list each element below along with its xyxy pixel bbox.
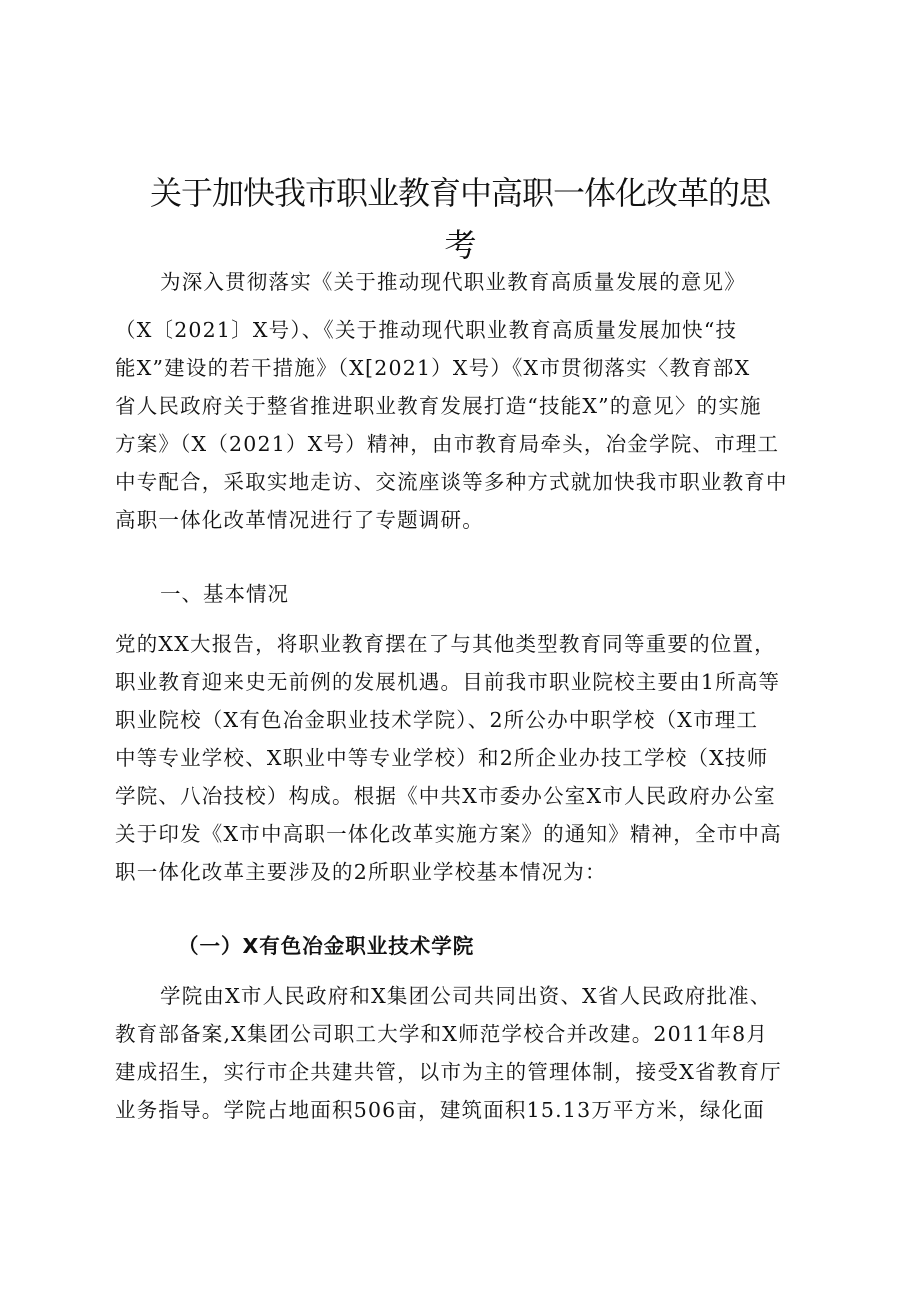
section-heading-basic-situation: 一、基本情况 (160, 582, 289, 606)
section-paragraph-line: 学院、八冶技校）构成。根据《中共X市委办公室X市人民政府办公室 (115, 784, 776, 808)
intro-paragraph-line: 高职一体化改革情况进行了专题调研。 (115, 508, 484, 532)
intro-paragraph-line: 中专配合，采取实地走访、交流座谈等多种方式就加快我市职业教育中 (115, 470, 788, 494)
subsection-heading-metallurgy-college: （一）X有色冶金职业技术学院 (178, 934, 475, 958)
subsection-paragraph-line: 教育部备案,X集团公司职工大学和X师范学校合并改建。2011年8月 (115, 1022, 769, 1046)
intro-paragraph-line: 省人民政府关于整省推进职业教育发展打造“技能X”的意见〉的实施 (115, 394, 762, 418)
section-paragraph-line: 职业院校（X有色冶金职业技术学院）、2所公办中职学校（X市理工 (115, 708, 759, 732)
section-paragraph-line: 关于印发《X市中高职一体化改革实施方案》的通知》精神，全市中高 (115, 822, 782, 846)
subsection-paragraph-line: 建成招生，实行市企共建共管，以市为主的管理体制，接受X省教育厅 (115, 1060, 782, 1084)
document-title-line-2: 考 (444, 226, 476, 264)
document-title-line-1: 关于加快我市职业教育中高职一体化改革的思 (149, 174, 770, 212)
section-paragraph-line: 党的XX大报告，将职业教育摆在了与其他类型教育同等重要的位置， (115, 632, 776, 656)
subsection-paragraph-line: 业务指导。学院占地面积506亩，建筑面积15.13万平方米，绿化面 (115, 1098, 765, 1122)
subsection-paragraph-line: 学院由X市人民政府和X集团公司共同出资、X省人民政府批准、 (160, 984, 772, 1008)
section-paragraph-line: 职一体化改革主要涉及的2所职业学校基本情况为： (115, 860, 607, 884)
section-paragraph-line: 中等专业学校、X职业中等专业学校）和2所企业办技工学校（X技师 (115, 746, 769, 770)
intro-paragraph-line: （X〔2021〕X号）、《关于推动现代职业教育高质量发展加快“技 (115, 318, 738, 342)
intro-paragraph-line: 方案》（X（2021）X号）精神，由市教育局牵头，冶金学院、市理工 (115, 432, 780, 456)
intro-paragraph-line: 能X”建设的若干措施》（X[2021）X号）《X市贯彻落实〈教育部X (115, 356, 751, 380)
section-paragraph-line: 职业教育迎来史无前例的发展机遇。目前我市职业院校主要由1所高等 (115, 670, 781, 694)
intro-paragraph-line: 为深入贯彻落实《关于推动现代职业教育高质量发展的意见》 (160, 270, 746, 294)
